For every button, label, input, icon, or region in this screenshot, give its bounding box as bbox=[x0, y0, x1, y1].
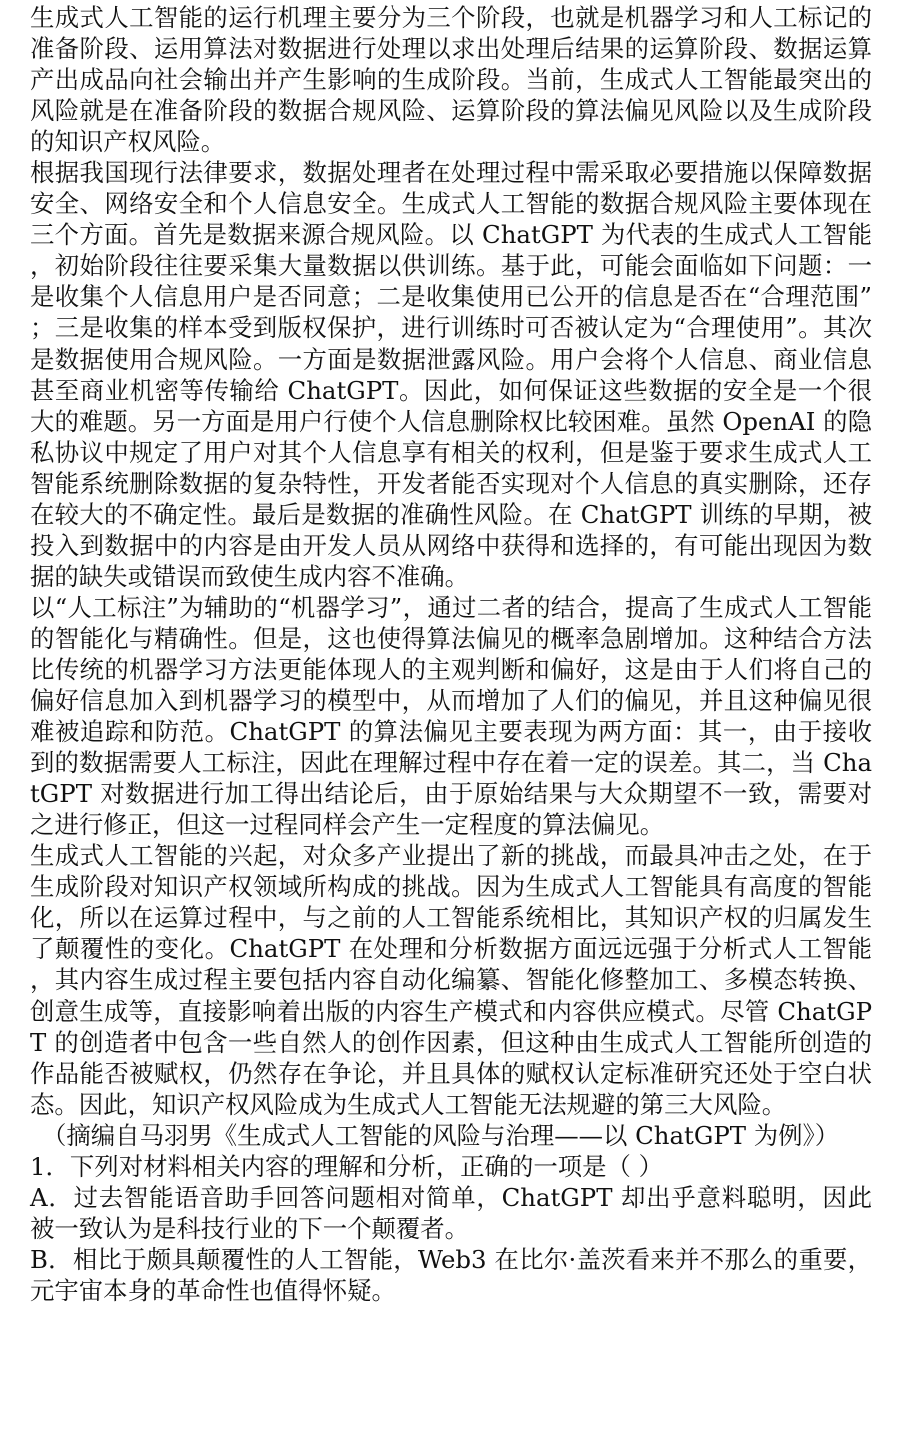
document-page bbox=[30, 2, 872, 1306]
paragraph-ip-risk: 生成式人工智能的兴起，对众多产业提出了新的挑战，而最具冲击之处，在于生成阶段对知识产权领域所构成的挑战。因为生成式人工智能具有高度的智能化，所以在运算过程中，与之前的人工智能系统相比，其知识产权的归属发生了颠覆性的变化。ChatGPT 在处理和分析数据方面远远强于分析式人工智能，其内容生成过程主要包括内容自动化编纂、智能化修整加工、多模态转换、创意生成等，直接影响着出版的内容生产模式和内容供应模式。尽管 ChatGPT 的创造者中包含一些自然人的创作因素，但这种由生成式人工智能所创造的作品能否被赋权，仍然存在争论，并且具体的赋权认定标准研究还处于空白状态。因此，知识产权风险成为生成式人工智能无法规避的第三大风险。 bbox=[30, 841, 872, 1119]
paragraph-data-compliance-risk: 根据我国现行法律要求，数据处理者在处理过程中需采取必要措施以保障数据安全、网络安全和个人信息安全。生成式人工智能的数据合规风险主要体现在三个方面。首先是数据来源合规风险。以 ChatGPT 为代表的生成式人工智能，初始阶段往往要采集大量数据以供训练。基于此，可能会面临如下问题：一是收集个人信息用户是否同意；二是收集使用已公开的信息是否在“合理范围”；三是收集的样本受到版权保护，进行训练时可否被认定为“合理使用”。其次是数据使用合规风险。一方面是数据泄露风险。用户会将个人信息、商业信息甚至商业机密等传输给 ChatGPT。因此，如何保证这些数据的安全是一个很大的难题。另一方面是用户行使个人信息删除权比较困难。虽然 OpenAI 的隐私协议中规定了用户对其个人信息享有相关的权利，但是鉴于要求生成式人工智能系统删除数据的复杂特性，开发者能否实现对个人信息的真实删除，还存在较大的不确定性。最后是数据的准确性风险。在 ChatGPT 训练的早期，被投入到数据中的内容是由开发人员从网络中获得和选择的，有可能出现因为数据的缺失或错误而致使生成内容不准确。 bbox=[30, 158, 872, 591]
question-block bbox=[30, 1151, 872, 1306]
article-body bbox=[30, 2, 872, 1151]
question-option-a: A．过去智能语音助手回答问题相对简单，ChatGPT 却出乎意料聪明，因此被一致认为是科技行业的下一个颠覆者。 bbox=[30, 1182, 872, 1243]
paragraph-operating-mechanism: 生成式人工智能的运行机理主要分为三个阶段，也就是机器学习和人工标记的准备阶段、运用算法对数据进行处理以求出处理后结果的运算阶段、数据运算产出成品向社会输出并产生影响的生成阶段。当前，生成式人工智能最突出的风险就是在准备阶段的数据合规风险、运算阶段的算法偏见风险以及生成阶段的知识产权风险。 bbox=[30, 3, 872, 157]
paragraph-algorithm-bias-risk: 以“人工标注”为辅助的“机器学习”，通过二者的结合，提高了生成式人工智能的智能化与精确性。但是，这也使得算法偏见的概率急剧增加。这种结合方法比传统的机器学习方法更能体现人的主观判断和偏好，这是由于人们将自己的偏好信息加入到机器学习的模型中，从而增加了人们的偏见，并且这种偏见很难被追踪和防范。ChatGPT 的算法偏见主要表现为两方面：其一，由于接收到的数据需要人工标注，因此在理解过程中存在着一定的误差。其二，当 ChatGPT 对数据进行加工得出结论后，由于原始结果与大众期望不一致，需要对之进行修正，但这一过程同样会产生一定程度的算法偏见。 bbox=[30, 592, 872, 840]
article-source: （摘编自马羽男《生成式人工智能的风险与治理——以 ChatGPT 为例》） bbox=[42, 1120, 840, 1150]
question-stem: 1．下列对材料相关内容的理解和分析，正确的一项是（ ） bbox=[30, 1151, 664, 1181]
question-option-b: B．相比于颇具颠覆性的人工智能，Web3 在比尔·盖茨看来并不那么的重要，元宇宙本身的革命性也值得怀疑。 bbox=[30, 1244, 872, 1305]
